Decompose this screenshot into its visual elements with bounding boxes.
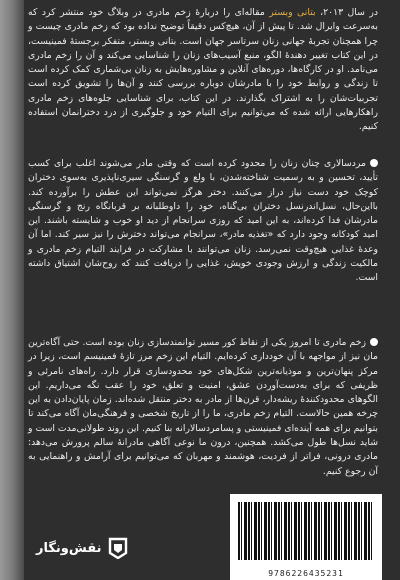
- paragraph-mother-wound-text: زخم مادری تا امروز یکی از نقاط کور مسیر توانمندسازی زنان بوده است. حتی آگاه‌ترین مان نیز از مواجهه با آن خودداری کرده‌ایم. التیام این زخم مرز تازهٔ فمینیسم است، زیرا در مرکز پنهان‌ترین و موذیانه‌ترین شکل‌های خود محدودسازی قرار دارد. راه‌های نامرئی و ظریفی که برای به‌دست‌آوردن عشق، امنیت و تعلق، خود را عقب نگه می‌داریم. این الگوهای محدودکنندهٔ ریشه‌دار، قرن‌ها از مادر به دختر منتقل شده‌اند. زمان پایان‌دادن به این چرخه همین حالاست. التیام زخم مادری، ما را از تاریخ شخصی و فرهنگی‌مان آگاه می‌کند تا بتوانیم برای همه آینده‌ای فمینیستی و پسامردسالارانه بنا کنیم. این روند طولانی‌مدت است و شاید نسل‌ها طول می‌کشد. همچنین، درون ما نوعی آگاهی مادرانهٔ سالم پرورش می‌دهد: مادری درونی، فراتر از فردیت، هوشمند و مهربان که می‌توانیم برای آرامش و راهنمایی به آن رجوع کنیم.: [28, 337, 378, 477]
- publisher-name: نقش‌ونگار: [36, 540, 102, 556]
- publisher-logo: [36, 537, 128, 559]
- barcode-number: 9786226435231: [268, 569, 344, 578]
- bullet-icon: [370, 159, 378, 167]
- paragraph-patriarchy-text: مردسالاری چنان زنان را محدود کرده است که وقتی مادر می‌شوند اغلب برای کسب تأیید، تحسین و به رسمیت شناخته‌شدن، با ولع و گرسنگی سیری‌ناپذیری به‌سوی دختران کوچک خود دست نیاز دراز می‌کنند. دختر هرگز نمی‌تواند این عطش را برآورده کند. بااین‌حال، نسل‌اندرنسل دختران بی‌گناه، خود را داوطلبانه بر قربانگاه رنج و گرسنگی مادرشان فدا کرده‌اند، به این امید که روزی سرانجام از دید او خوب و شایسته باشند. این امید کودکانه وجود دارد که «تغذیه مادر»، سرانجام می‌تواند دخترش را نیز سیر کند. اما آن وعدهٔ غذایی هیچ‌وقت نمی‌رسد. زنان می‌توانند با مشارکت در فرایند التیام زخم مادری و مالکیت زندگی و ارزش وجودی خویش، غذایی را دریافت کنند که روح‌شان اشتیاق داشته است.: [28, 158, 378, 284]
- intro-text-rest: مقاله‌ای را دربارهٔ زخم مادری در وبلاگ خود منتشر کرد که به‌سرعت وایرال شد. تا پیش از آن، هیچ‌کس دقیقاً توضیح نداده بود که زخم مادری چیست و چرا همچنان تجربهٔ جهانی زنان سرتاسر جهان است. بتانی وبستر، متفکر برجستهٔ فمینیست، در این کتاب تغییر دهندهٔ الگو، منبع آسیب‌های زنان را شناسایی می‌کند و آن را زخم مادری می‌نامد. او در کارگاه‌ها، دوره‌های آنلاین و مشاوره‌هایش به زنان بی‌شماری کمک کرده است تا زندگی و روابط خود را با مادرشان دوباره بررسی کنند و آن‌ها را تشویق کرده است تجربیات‌شان را به اشتراک بگذارند. در این کتاب، برای شناسایی جلوه‌های زخم مادری راهکارهایی ارائه شده که می‌توانیم برای التیام خود و جلوگیری از درد دخترانمان استفاده کنیم.: [28, 7, 378, 133]
- barcode-label: [230, 494, 382, 580]
- paragraph-mother-wound: [28, 336, 378, 479]
- author-name-highlight: بتانی وبستر: [269, 7, 316, 18]
- paragraph-intro: [28, 6, 378, 135]
- barcode-icon: [238, 502, 374, 560]
- publisher-emblem-icon: [108, 537, 128, 559]
- intro-text-start: در سال ۲۰۱۳،: [315, 7, 379, 18]
- paragraph-patriarchy: [28, 157, 378, 286]
- bullet-icon: [370, 338, 378, 346]
